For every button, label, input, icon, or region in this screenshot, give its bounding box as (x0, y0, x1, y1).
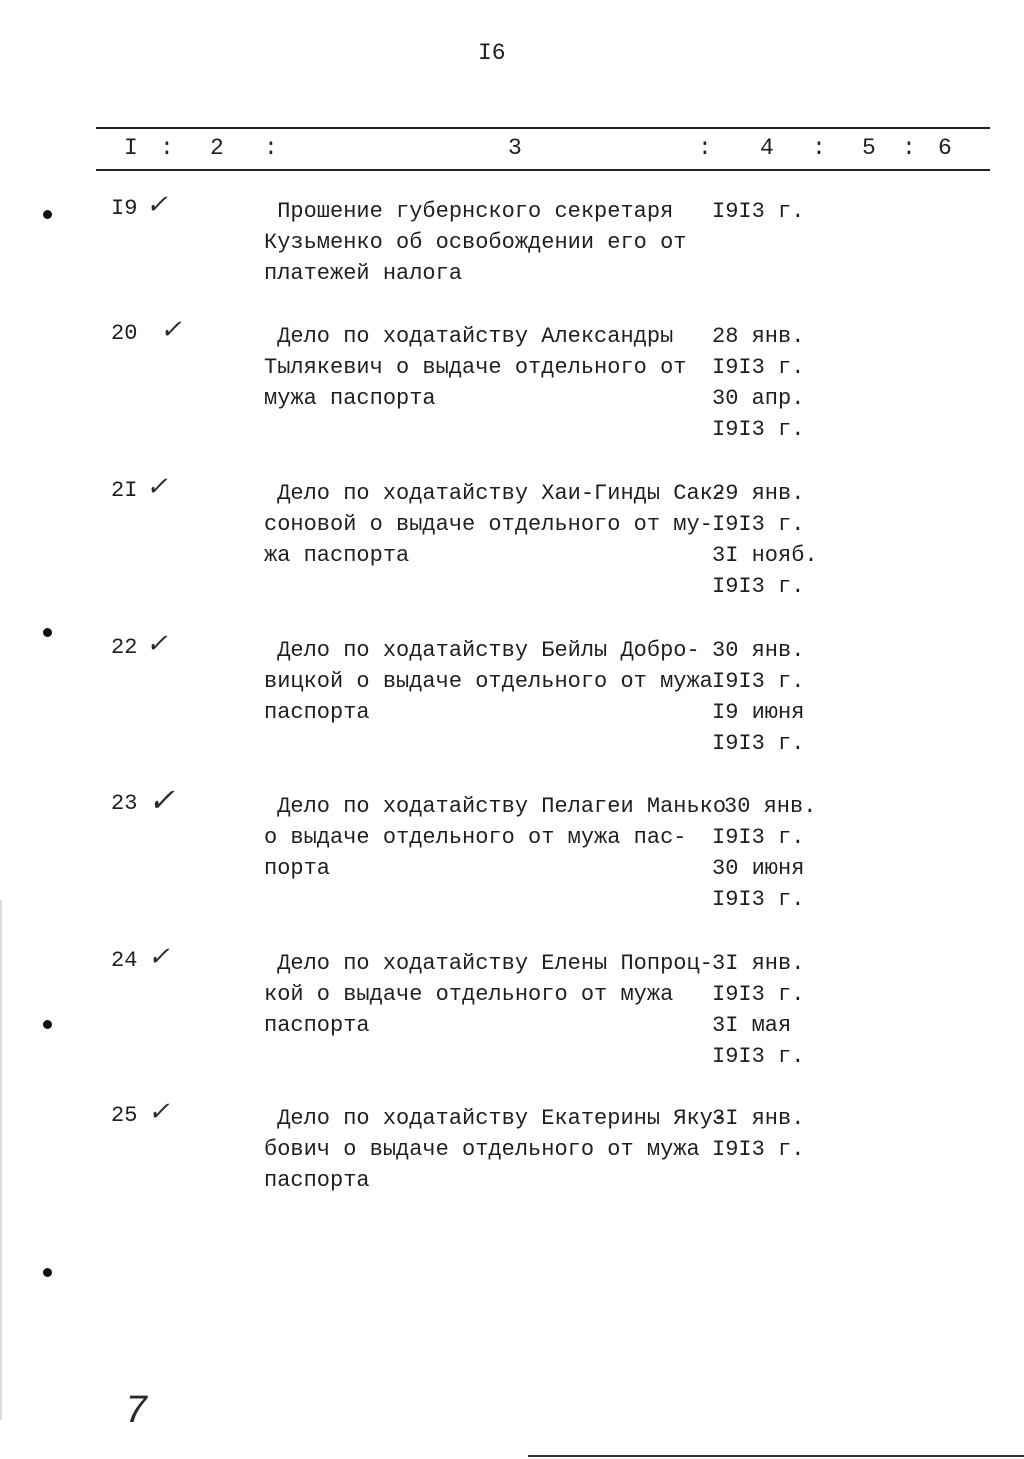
check-mark: ✓ (148, 943, 170, 973)
entry-number: 2I (111, 478, 138, 503)
date-line: 29 янв. (712, 481, 805, 506)
entry-dates (712, 948, 804, 1072)
entry-description (264, 478, 727, 571)
date-line: I9I3 г. (712, 731, 805, 756)
description-line: жа паспорта (264, 543, 410, 568)
description-line: паспорта (264, 1168, 370, 1193)
description-line: о выдаче отдельного от мужа пас- (264, 825, 687, 850)
date-line: 3I нояб. (712, 543, 818, 568)
description-line: Дело по ходатайству Александры (264, 324, 674, 349)
description-line: кой о выдаче отдельного от мужа (264, 982, 674, 1007)
description-line: Дело по ходатайству Пелагеи Манько (264, 794, 727, 819)
punch-hole (43, 628, 52, 637)
date-line: I9I3 г. (712, 355, 805, 380)
description-line: Дело по ходатайству Елены Попроц- (264, 951, 713, 976)
description-line: Кузьменко об освобождении его от (264, 230, 687, 255)
date-line: 30 июня (712, 856, 805, 881)
header-top-rule (96, 127, 990, 129)
check-mark: ✓ (146, 191, 168, 221)
entry-dates (712, 635, 804, 759)
header-col-4: 4 (760, 135, 774, 161)
check-mark: ✓ (148, 784, 175, 821)
entry-description (264, 948, 714, 1041)
header-sep-2: : (264, 135, 278, 161)
check-mark: ✓ (148, 1098, 170, 1128)
description-line: Дело по ходатайству Екатерины Яку- (264, 1106, 727, 1131)
entry-description (264, 791, 727, 884)
header-col-3: 3 (508, 135, 522, 161)
date-line: 30 янв. (712, 638, 805, 663)
entry-number: 24 (111, 948, 138, 973)
handwritten-mark: 7 (124, 1390, 149, 1435)
page-bottom-edge (528, 1455, 1024, 1457)
date-line: 3I янв. (712, 1106, 805, 1131)
date-line: I9I3 г. (712, 417, 805, 442)
date-line: 28 янв. (712, 324, 805, 349)
entry-description (264, 196, 714, 289)
check-mark: ✓ (146, 473, 168, 503)
description-line: Дело по ходатайству Хаи-Гинды Сак- (264, 481, 727, 506)
entry-description (264, 635, 714, 728)
date-line: I9I3 г. (712, 574, 805, 599)
check-mark: ✓ (160, 316, 182, 346)
date-line: I9I3 г. (712, 982, 805, 1007)
date-line: I9I3 г. (712, 669, 805, 694)
date-line: 30 янв. (724, 794, 817, 819)
header-bottom-rule (96, 169, 990, 171)
date-line: 3I мая (712, 1013, 792, 1038)
entry-dates (712, 321, 804, 445)
description-line: платежей налога (264, 261, 463, 286)
entry-description (264, 1103, 727, 1196)
date-line: I9I3 г. (712, 199, 805, 224)
header-sep-1: : (160, 135, 174, 161)
header-sep-5: : (902, 135, 916, 161)
entry-number: 20 (111, 321, 138, 346)
header-sep-4: : (812, 135, 826, 161)
date-line: 3I янв. (712, 951, 805, 976)
header-col-6: 6 (938, 135, 952, 161)
date-line: I9I3 г. (712, 1044, 805, 1069)
description-line: вицкой о выдаче отдельного от мужа (264, 669, 713, 694)
entry-dates (712, 478, 818, 602)
date-line: I9I3 г. (712, 1137, 805, 1162)
date-line: I9I3 г. (712, 825, 805, 850)
date-line: I9 июня (712, 700, 805, 725)
date-line: 30 апр. (712, 386, 805, 411)
punch-hole (43, 1020, 52, 1029)
entry-number: 23 (111, 791, 138, 816)
page-left-edge (0, 900, 2, 1420)
date-line: I9I3 г. (712, 887, 805, 912)
entry-number: 22 (111, 635, 138, 660)
entry-number: I9 (111, 196, 138, 221)
description-line: бович о выдаче отдельного от мужа (264, 1137, 700, 1162)
description-line: порта (264, 856, 331, 881)
entry-number: 25 (111, 1103, 138, 1128)
entry-dates (712, 1103, 804, 1165)
check-mark: ✓ (146, 630, 168, 660)
description-line: паспорта (264, 700, 370, 725)
punch-hole (43, 210, 52, 219)
description-line: Тылякевич о выдаче отдельного от (264, 355, 687, 380)
description-line: Прошение губернского секретаря (264, 199, 674, 224)
description-line: мужа паспорта (264, 386, 436, 411)
header-sep-3: : (698, 135, 712, 161)
description-line: паспорта (264, 1013, 370, 1038)
entry-dates (712, 196, 804, 227)
description-line: соновой о выдаче отдельного от му- (264, 512, 713, 537)
description-line: Дело по ходатайству Бейлы Добро- (264, 638, 700, 663)
punch-hole (43, 1268, 52, 1277)
header-col-2: 2 (210, 135, 224, 161)
date-line: I9I3 г. (712, 512, 805, 537)
entry-description (264, 321, 714, 414)
entry-dates (712, 791, 817, 915)
page-number: I6 (478, 40, 506, 66)
header-col-5: 5 (862, 135, 876, 161)
header-col-1: I (124, 135, 138, 161)
